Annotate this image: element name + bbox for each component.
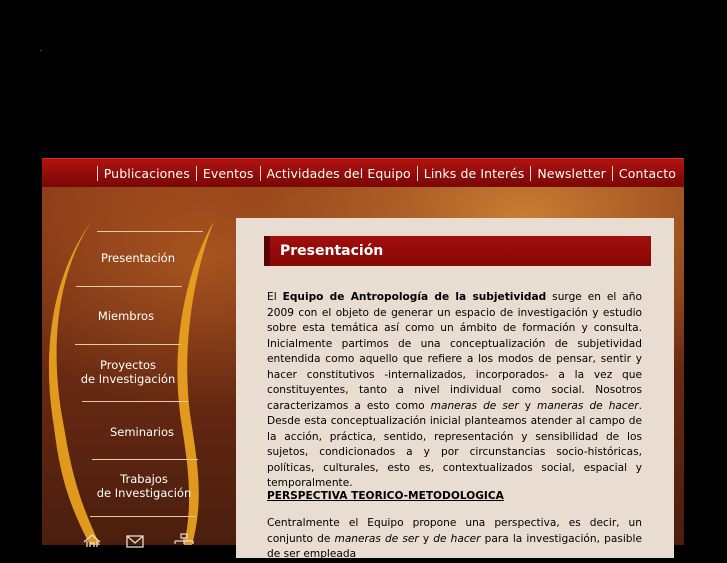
stray-pixel [40, 50, 42, 51]
emphasis: de hacer [433, 532, 481, 545]
text: y [418, 532, 434, 545]
nav-eventos[interactable]: Eventos [196, 166, 260, 181]
section-title-bar [264, 236, 651, 266]
nav-publicaciones[interactable]: Publicaciones [97, 166, 196, 181]
nav-contacto[interactable]: Contacto [612, 166, 682, 181]
top-navigation-bar [42, 158, 684, 187]
sidebar-item-label: Presentación [100, 251, 176, 265]
home-icon[interactable] [82, 533, 102, 547]
team-name: Equipo de Antropología de la subjetividad [282, 291, 547, 303]
sidebar-divider [82, 401, 188, 402]
sidebar-item-label: Seminarios [109, 425, 175, 439]
text: y [518, 399, 538, 412]
content-panel [236, 218, 674, 558]
text: Centralmente el Equipo propone una perspectiva, es decir, un conjunto de [267, 517, 642, 545]
sidebar-item-trabajos[interactable] [74, 472, 214, 500]
sitemap-icon[interactable] [172, 533, 196, 547]
text: El [267, 291, 283, 303]
section-title: Presentación [280, 243, 384, 259]
sidebar-divider [92, 459, 198, 460]
intro-paragraph [267, 290, 642, 492]
sidebar-item-label: Miembros [97, 309, 155, 323]
main-nav [97, 159, 682, 188]
sidebar-item-proyectos[interactable] [58, 358, 198, 386]
mail-icon[interactable] [126, 535, 144, 547]
sidebar-item-label: Trabajos [120, 472, 168, 486]
second-paragraph [267, 516, 642, 563]
sidebar-divider [97, 231, 203, 232]
page-body [42, 187, 684, 560]
emphasis: maneras de ser [334, 532, 419, 545]
text: para la investigación, pasible de ser empleada [267, 532, 642, 560]
nav-links[interactable]: Links de Interés [417, 166, 531, 181]
subsection-heading: PERSPECTIVA TEORICO-METODOLOGICA [267, 490, 504, 502]
sidebar-divider [90, 516, 196, 517]
emphasis: maneras de hacer [537, 399, 639, 412]
sidebar-item-label: de Investigación [80, 372, 176, 386]
sidebar-divider [75, 344, 181, 345]
text: surge en el año 2009 con el objeto de generar un espacio de investigación y estudio sobre esta temática así como un ámbito de formación y consulta. Inicialmente partimos de una conceptualización de subjetividad entendida como aquello que refiere a los modos de pensar, sentir y hacer constitutivos -internalizados, incorporados- a la vez que constituyentes, tanto a nivel individual como social. Nosotros caracterizamos a esto como [267, 291, 642, 412]
text: . Desde esta conceptualización inicial planteamos atender al campo de la acción, práctica, sentido, representación y sensibilidad de los sujetos, condicionados a y por circunstancias socio-históricas, políticas, culturales, esto es, contextualizados social, espacial y temporalmente. [267, 399, 642, 489]
sidebar-item-presentacion[interactable] [68, 251, 208, 265]
nav-actividades[interactable]: Actividades del Equipo [260, 166, 417, 181]
sidebar-item-seminarios[interactable] [72, 425, 212, 439]
sidebar-divider [76, 286, 182, 287]
sidebar-item-label: de Investigación [96, 486, 192, 500]
sidebar-item-miembros[interactable] [56, 309, 196, 323]
nav-newsletter[interactable]: Newsletter [530, 166, 612, 181]
sidebar-item-label: Proyectos [100, 358, 156, 372]
emphasis: maneras de ser [430, 399, 519, 412]
